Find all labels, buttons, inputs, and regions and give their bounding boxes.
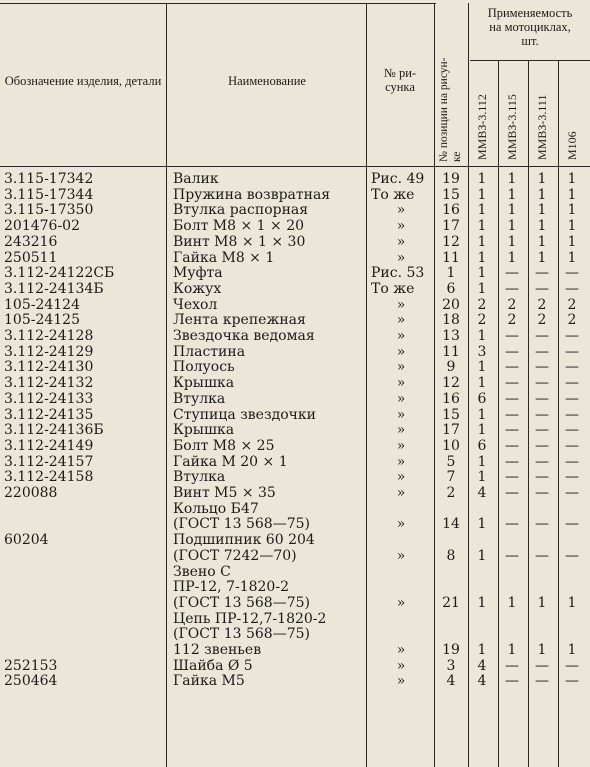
part-name: 112 звеньев: [173, 642, 262, 658]
part-name: Винт М8 × 1 × 30: [173, 233, 306, 250]
part-code: 3.112-24128: [4, 328, 94, 344]
figure-ref: »: [396, 594, 406, 611]
quantity-cell: —: [565, 422, 579, 439]
quantity-cell: —: [565, 547, 579, 564]
position-number: 15: [442, 406, 460, 423]
quantity-cell: —: [535, 375, 549, 392]
quantity-cell: —: [535, 328, 549, 344]
figure-ref: То же: [371, 280, 415, 297]
part-code: 105-24124: [4, 296, 80, 313]
quantity-cell: 1: [477, 642, 487, 658]
quantity-cell: —: [505, 516, 519, 533]
header-model-2: ММВЗ-3.115: [505, 94, 519, 160]
quantity-cell: —: [535, 657, 549, 674]
part-name: Болт М8 × 1 × 20: [173, 218, 305, 235]
figure-ref: »: [396, 547, 406, 564]
part-name: Пластина: [173, 343, 246, 360]
quantity-cell: 1: [567, 218, 577, 235]
part-name: Чехол: [173, 296, 218, 313]
quantity-cell: 1: [507, 202, 517, 219]
position-number: 10: [442, 437, 460, 454]
quantity-cell: —: [505, 453, 519, 470]
position-number: 2: [446, 485, 456, 501]
quantity-cell: —: [565, 657, 579, 674]
quantity-cell: —: [565, 406, 579, 423]
quantity-cell: —: [565, 485, 579, 501]
part-code: 201476-02: [4, 218, 80, 235]
quantity-cell: —: [565, 343, 579, 360]
quantity-cell: —: [505, 437, 519, 454]
quantity-cell: —: [535, 359, 549, 376]
col-divider-1: [166, 3, 167, 767]
part-code: 252153: [4, 657, 58, 674]
col-divider-6: [528, 60, 529, 767]
quantity-cell: 2: [477, 296, 487, 313]
part-name: Болт М8 × 25: [173, 437, 275, 454]
quantity-cell: 1: [507, 249, 517, 266]
position-number: 9: [446, 359, 456, 376]
quantity-cell: —: [535, 673, 549, 690]
header-top-rule-left: [0, 3, 166, 4]
quantity-cell: —: [505, 343, 519, 360]
quantity-cell: 1: [477, 249, 487, 266]
applicability-rule: [470, 60, 590, 61]
quantity-cell: 1: [537, 218, 547, 235]
quantity-cell: —: [535, 453, 549, 470]
quantity-cell: —: [505, 265, 519, 282]
quantity-cell: 6: [477, 437, 487, 454]
quantity-cell: 1: [537, 171, 547, 187]
position-number: 1: [446, 265, 456, 282]
quantity-cell: —: [535, 469, 549, 486]
figure-ref: »: [396, 406, 406, 423]
part-name: Звездочка ведомая: [173, 328, 315, 344]
col-divider-3: [434, 3, 435, 767]
quantity-cell: 2: [567, 312, 577, 329]
quantity-cell: —: [505, 485, 519, 501]
part-name: Пружина возвратная: [173, 186, 331, 203]
figure-ref: »: [396, 359, 406, 376]
figure-ref: »: [396, 390, 406, 407]
quantity-cell: 2: [537, 296, 547, 313]
quantity-cell: —: [505, 328, 519, 344]
quantity-cell: —: [565, 265, 579, 282]
quantity-cell: 1: [477, 547, 487, 564]
quantity-cell: 1: [477, 375, 487, 392]
quantity-cell: 4: [477, 673, 487, 690]
position-number: 13: [442, 328, 460, 344]
figure-ref: »: [396, 328, 406, 344]
col-divider-4: [468, 3, 469, 767]
quantity-cell: 2: [537, 312, 547, 329]
figure-ref: »: [396, 343, 406, 360]
quantity-cell: 1: [537, 249, 547, 266]
figure-ref: »: [396, 642, 406, 658]
quantity-cell: —: [565, 375, 579, 392]
part-code: 3.112-24122СБ: [4, 265, 115, 282]
part-name: (ГОСТ 13 568—75): [173, 594, 310, 611]
part-name: (ГОСТ 7242—70): [173, 547, 297, 564]
quantity-cell: 1: [477, 218, 487, 235]
part-name: Гайка М5: [173, 673, 245, 690]
figure-ref: »: [396, 469, 406, 486]
figure-ref: »: [396, 375, 406, 392]
part-name: (ГОСТ 13 568—75): [173, 626, 310, 643]
quantity-cell: —: [505, 280, 519, 297]
figure-ref: »: [396, 453, 406, 470]
part-code: 3.112-24157: [4, 453, 94, 470]
part-code: 3.115-17344: [4, 186, 94, 203]
col-divider-5: [498, 60, 499, 767]
quantity-cell: 1: [567, 249, 577, 266]
quantity-cell: 1: [477, 422, 487, 439]
quantity-cell: —: [505, 422, 519, 439]
quantity-cell: 1: [477, 516, 487, 533]
position-number: 11: [442, 343, 460, 360]
quantity-cell: —: [565, 280, 579, 297]
quantity-cell: 4: [477, 657, 487, 674]
quantity-cell: —: [505, 673, 519, 690]
quantity-cell: 2: [507, 296, 517, 313]
part-name: (ГОСТ 13 568—75): [173, 516, 310, 533]
figure-ref: »: [396, 249, 406, 266]
quantity-cell: 1: [477, 328, 487, 344]
position-number: 15: [442, 186, 460, 203]
quantity-cell: 1: [477, 186, 487, 203]
part-name: Полуось: [173, 359, 235, 376]
part-code: 3.112-24133: [4, 390, 94, 407]
figure-ref: То же: [371, 186, 415, 203]
quantity-cell: 1: [477, 453, 487, 470]
part-code: 60204: [4, 532, 49, 549]
position-number: 4: [446, 673, 456, 690]
quantity-cell: 1: [477, 171, 487, 187]
col-divider-7: [558, 60, 559, 767]
quantity-cell: —: [565, 453, 579, 470]
quantity-cell: —: [535, 265, 549, 282]
quantity-cell: —: [505, 657, 519, 674]
figure-ref: Рис. 53: [371, 265, 425, 282]
quantity-cell: 1: [567, 186, 577, 203]
position-number: 20: [442, 296, 460, 313]
quantity-cell: 1: [567, 594, 577, 611]
quantity-cell: 1: [507, 233, 517, 250]
quantity-cell: —: [505, 359, 519, 376]
part-code: 3.112-24129: [4, 343, 94, 360]
part-code: 220088: [4, 485, 58, 501]
position-number: 16: [442, 390, 460, 407]
position-number: 16: [442, 202, 460, 219]
part-name: Шайба Ø 5: [173, 657, 253, 674]
quantity-cell: 1: [507, 218, 517, 235]
quantity-cell: —: [535, 516, 549, 533]
quantity-cell: 1: [507, 642, 517, 658]
quantity-cell: 4: [477, 485, 487, 501]
quantity-cell: 1: [537, 186, 547, 203]
part-code: 243216: [4, 233, 58, 250]
part-code: 3.112-24136Б: [4, 422, 104, 439]
quantity-cell: 6: [477, 390, 487, 407]
header-code: Обозначение изделия, детали: [4, 74, 162, 88]
header-bottom-rule: [0, 166, 590, 167]
quantity-cell: —: [535, 343, 549, 360]
quantity-cell: 1: [477, 202, 487, 219]
quantity-cell: —: [565, 390, 579, 407]
header-name: Наименование: [228, 74, 306, 88]
position-number: 12: [442, 375, 460, 392]
header-model-4: М106: [565, 131, 579, 160]
quantity-cell: —: [565, 359, 579, 376]
part-name: Валик: [173, 171, 219, 187]
quantity-cell: 1: [567, 233, 577, 250]
position-number: 5: [446, 453, 456, 470]
quantity-cell: 1: [477, 265, 487, 282]
part-code: 3.112-24132: [4, 375, 94, 392]
figure-ref: »: [396, 312, 406, 329]
part-name: Гайка М 20 × 1: [173, 453, 288, 470]
figure-ref: »: [396, 296, 406, 313]
quantity-cell: —: [565, 437, 579, 454]
part-name: Подшипник 60 204: [173, 532, 315, 549]
part-code: 3.115-17350: [4, 202, 94, 219]
part-name: ПР-12, 7-1820-2: [173, 579, 289, 596]
quantity-cell: 1: [477, 359, 487, 376]
header-position: № позиции на рисун- ке: [438, 57, 463, 162]
position-number: 19: [442, 171, 460, 187]
figure-ref: »: [396, 673, 406, 690]
part-code: 3.112-24130: [4, 359, 94, 376]
header-figure: № ри- сунка: [383, 66, 417, 94]
part-name: Звено С: [173, 563, 231, 580]
header-applicability: Применяемость на мотоциклах, шт.: [487, 6, 573, 48]
figure-ref: »: [396, 516, 406, 533]
quantity-cell: 1: [507, 186, 517, 203]
quantity-cell: 1: [477, 469, 487, 486]
part-name: Кожух: [173, 280, 222, 297]
quantity-cell: —: [505, 469, 519, 486]
quantity-cell: —: [535, 437, 549, 454]
part-code: 250464: [4, 673, 58, 690]
part-name: Муфта: [173, 265, 223, 282]
figure-ref: »: [396, 233, 406, 250]
quantity-cell: 2: [477, 312, 487, 329]
part-name: Лента крепежная: [173, 312, 306, 329]
part-name: Втулка: [173, 390, 226, 407]
part-name: Цепь ПР-12,7-1820-2: [173, 610, 327, 627]
part-name: Кольцо Б47: [173, 500, 259, 517]
position-number: 7: [446, 469, 456, 486]
header-model-1: ММВЗ-3.112: [475, 94, 489, 160]
quantity-cell: —: [505, 406, 519, 423]
figure-ref: »: [396, 422, 406, 439]
position-number: 8: [446, 547, 456, 564]
quantity-cell: 1: [477, 406, 487, 423]
quantity-cell: 3: [477, 343, 487, 360]
quantity-cell: 1: [537, 233, 547, 250]
part-name: Винт М5 × 35: [173, 485, 276, 501]
part-name: Ступица звездочки: [173, 406, 316, 423]
quantity-cell: 1: [537, 202, 547, 219]
quantity-cell: —: [535, 280, 549, 297]
part-name: Крышка: [173, 375, 235, 392]
quantity-cell: 1: [567, 202, 577, 219]
figure-ref: Рис. 49: [371, 171, 425, 187]
quantity-cell: 1: [567, 171, 577, 187]
part-code: 3.112-24158: [4, 469, 94, 486]
quantity-cell: —: [505, 547, 519, 564]
quantity-cell: 1: [507, 594, 517, 611]
quantity-cell: 2: [507, 312, 517, 329]
quantity-cell: 1: [507, 171, 517, 187]
col-divider-2: [366, 3, 367, 767]
quantity-cell: —: [535, 485, 549, 501]
part-name: Втулка распорная: [173, 202, 309, 219]
quantity-cell: 1: [477, 280, 487, 297]
quantity-cell: 2: [567, 296, 577, 313]
part-code: 3.115-17342: [4, 171, 94, 187]
part-code: 250511: [4, 249, 58, 266]
figure-ref: »: [396, 485, 406, 501]
position-number: 18: [442, 312, 460, 329]
part-name: Втулка: [173, 469, 226, 486]
figure-ref: »: [396, 657, 406, 674]
part-code: 3.112-24149: [4, 437, 94, 454]
quantity-cell: —: [535, 406, 549, 423]
position-number: 12: [442, 233, 460, 250]
quantity-cell: —: [565, 469, 579, 486]
position-number: 6: [446, 280, 456, 297]
quantity-cell: —: [535, 390, 549, 407]
position-number: 11: [442, 249, 460, 266]
position-number: 17: [442, 218, 460, 235]
quantity-cell: —: [565, 516, 579, 533]
quantity-cell: —: [565, 328, 579, 344]
header-model-3: ММВЗ-3.111: [535, 94, 549, 160]
part-name: Крышка: [173, 422, 235, 439]
part-code: 3.112-24134Б: [4, 280, 104, 297]
header-top-rule-mid: [166, 3, 436, 4]
figure-ref: »: [396, 437, 406, 454]
part-code: 105-24125: [4, 312, 80, 329]
quantity-cell: —: [535, 422, 549, 439]
position-number: 14: [442, 516, 460, 533]
quantity-cell: —: [535, 547, 549, 564]
quantity-cell: —: [505, 390, 519, 407]
position-number: 19: [442, 642, 460, 658]
position-number: 3: [446, 657, 456, 674]
quantity-cell: 1: [537, 594, 547, 611]
position-number: 21: [442, 594, 460, 611]
quantity-cell: 1: [477, 233, 487, 250]
figure-ref: »: [396, 218, 406, 235]
part-name: Гайка М8 × 1: [173, 249, 275, 266]
quantity-cell: —: [505, 375, 519, 392]
quantity-cell: 1: [537, 642, 547, 658]
quantity-cell: —: [565, 673, 579, 690]
figure-ref: »: [396, 202, 406, 219]
quantity-cell: 1: [477, 594, 487, 611]
quantity-cell: 1: [567, 642, 577, 658]
part-code: 3.112-24135: [4, 406, 94, 423]
position-number: 17: [442, 422, 460, 439]
